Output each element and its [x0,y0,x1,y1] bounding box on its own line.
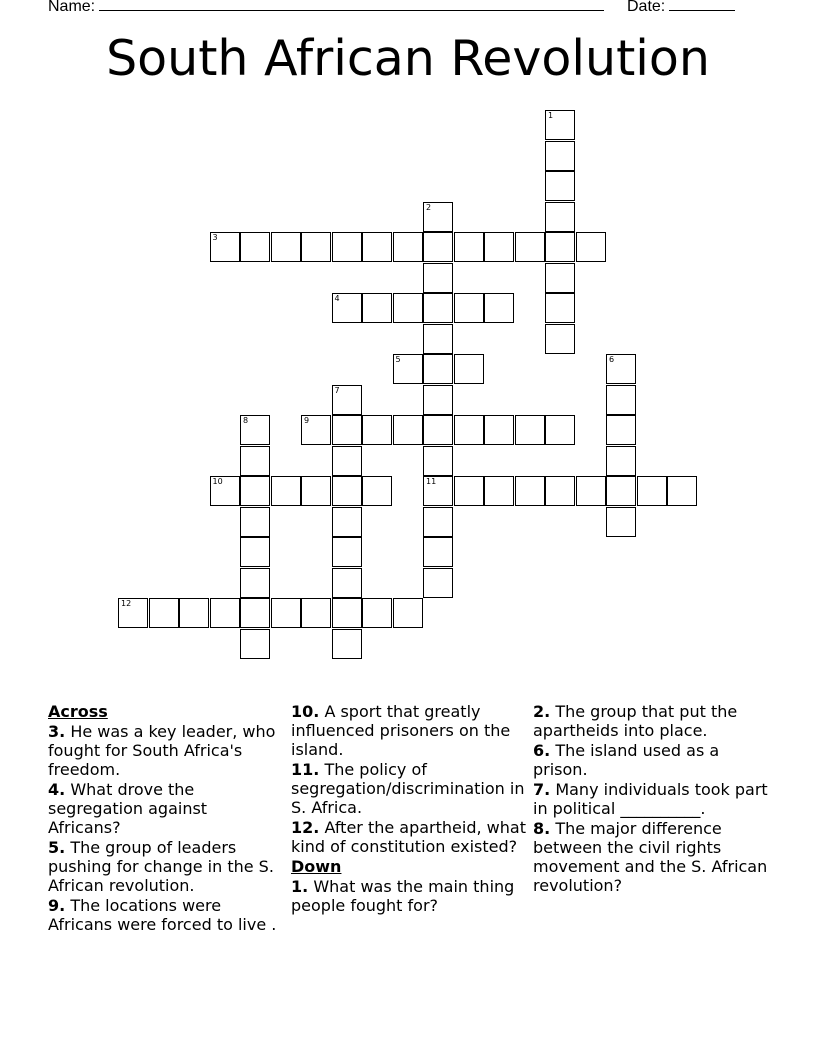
grid-cell[interactable] [576,476,606,506]
grid-cell[interactable] [240,568,270,598]
grid-cell[interactable] [545,141,575,171]
grid-cell[interactable] [515,232,545,262]
grid-cell[interactable] [118,598,148,628]
grid-cell[interactable] [240,476,270,506]
cell-number: 11 [426,477,437,486]
grid-cell[interactable] [332,415,362,445]
grid-cell[interactable] [423,537,453,567]
grid-cell[interactable] [606,385,636,415]
grid-cell[interactable] [210,598,240,628]
grid-cell[interactable] [545,171,575,201]
grid-cell[interactable] [240,446,270,476]
grid-cell[interactable] [606,507,636,537]
clue-down-1: 1. What was the main thing people fought for? [291,877,515,915]
grid-cell[interactable] [240,629,270,659]
grid-cell[interactable] [332,598,362,628]
grid-cell[interactable] [454,232,484,262]
grid-cell[interactable] [454,415,484,445]
grid-cell[interactable] [545,232,575,262]
clue-across-5: 5. The group of leaders pushing for change in the S. African revolution. [48,838,274,895]
grid-cell[interactable] [454,354,484,384]
grid-cell[interactable] [484,293,514,323]
clue-down-2: 2. The group that put the apartheids into place. [533,702,738,740]
cell-number: 7 [334,385,340,395]
grid-cell[interactable] [423,568,453,598]
cell-number: 8 [243,416,249,425]
grid-cell[interactable] [271,476,301,506]
grid-cell[interactable] [362,598,392,628]
grid-cell[interactable] [606,476,636,506]
grid-cell[interactable] [362,293,392,323]
grid-cell[interactable] [484,476,514,506]
grid-cell[interactable] [484,232,514,262]
grid-cell[interactable] [393,293,423,323]
grid-cell[interactable] [362,232,392,262]
cell-number: 1 [548,111,554,120]
grid-cell[interactable] [393,354,423,384]
grid-cell[interactable] [332,232,362,262]
grid-cell[interactable] [667,476,697,506]
clues-column-2 [291,702,531,916]
grid-cell[interactable] [606,446,636,476]
cell-number: 10 [212,477,223,486]
grid-cell[interactable] [484,415,514,445]
clue-down-7: 7. Many individuals took part in political __________. [533,780,768,818]
grid-cell[interactable] [423,385,453,415]
grid-cell[interactable] [454,476,484,506]
grid-cell[interactable] [423,507,453,537]
grid-cell[interactable] [301,415,331,445]
grid-cell[interactable] [423,202,453,232]
cell-number: 9 [304,416,310,425]
grid-cell[interactable] [393,415,423,445]
grid-cell[interactable] [393,232,423,262]
clue-across-9: 9. The locations were Africans were forced to live . [48,896,277,934]
clues-column-3 [533,702,773,896]
clue-across-4: 4. What drove the segregation against Africans? [48,780,208,837]
grid-cell[interactable] [332,446,362,476]
grid-cell[interactable] [423,476,453,506]
puzzle-title: South African Revolution [106,30,710,87]
grid-cell[interactable] [545,415,575,445]
grid-cell[interactable] [423,263,453,293]
grid-cell[interactable] [423,415,453,445]
grid-cell[interactable] [240,537,270,567]
grid-cell[interactable] [576,232,606,262]
grid-cell[interactable] [332,385,362,415]
grid-cell[interactable] [301,476,331,506]
clue-across-3: 3. He was a key leader, who fought for South Africa's freedom. [48,722,276,779]
grid-cell[interactable] [637,476,667,506]
date-label: Date: [627,0,666,15]
grid-cell[interactable] [149,598,179,628]
grid-cell[interactable] [332,568,362,598]
down-heading: Down [291,857,342,876]
clue-down-8: 8. The major difference between the civil rights movement and the S. African revolution? [533,819,768,895]
grid-cell[interactable] [332,476,362,506]
grid-cell[interactable] [362,415,392,445]
cell-number: 4 [334,294,340,303]
grid-cell[interactable] [240,598,270,628]
grid-cell[interactable] [240,507,270,537]
grid-cell[interactable] [240,415,270,445]
grid-cell[interactable] [515,415,545,445]
cell-number: 5 [395,355,401,364]
grid-cell[interactable] [301,232,331,262]
grid-cell[interactable] [423,232,453,262]
grid-cell[interactable] [545,476,575,506]
across-heading: Across [48,702,108,721]
grid-cell[interactable] [332,629,362,659]
grid-cell[interactable] [301,598,331,628]
clue-across-11: 11. The policy of segregation/discrimination in S. Africa. [291,760,525,817]
grid-cell[interactable] [393,598,423,628]
grid-cell[interactable] [240,232,270,262]
clue-down-6: 6. The island used as a prison. [533,741,720,779]
grid-cell[interactable] [545,263,575,293]
grid-cell[interactable] [423,354,453,384]
grid-cell[interactable] [545,324,575,354]
grid-cell[interactable] [332,507,362,537]
name-label: Name: [48,0,96,15]
grid-cell[interactable] [423,446,453,476]
grid-cell[interactable] [545,293,575,323]
grid-cell[interactable] [545,110,575,140]
grid-cell[interactable] [545,202,575,232]
grid-cell[interactable] [362,476,392,506]
clue-across-10: 10. A sport that greatly influenced prisoners on the island. [291,702,511,759]
cell-number: 3 [212,233,218,242]
grid-cell[interactable] [454,293,484,323]
grid-cell[interactable] [606,354,636,384]
grid-cell[interactable] [423,324,453,354]
grid-cell[interactable] [210,232,240,262]
clues-column-1 [48,702,283,935]
grid-cell[interactable] [423,293,453,323]
cell-number: 6 [609,355,615,364]
cell-number: 2 [426,202,432,212]
grid-cell[interactable] [271,598,301,628]
grid-cell[interactable] [210,476,240,506]
grid-cell[interactable] [332,537,362,567]
grid-cell[interactable] [606,415,636,445]
clue-across-12: 12. After the apartheid, what kind of constitution existed? [291,818,526,856]
grid-cell[interactable] [271,232,301,262]
cell-number: 12 [121,599,132,608]
grid-cell[interactable] [332,293,362,323]
grid-cell[interactable] [179,598,209,628]
grid-cell[interactable] [515,476,545,506]
